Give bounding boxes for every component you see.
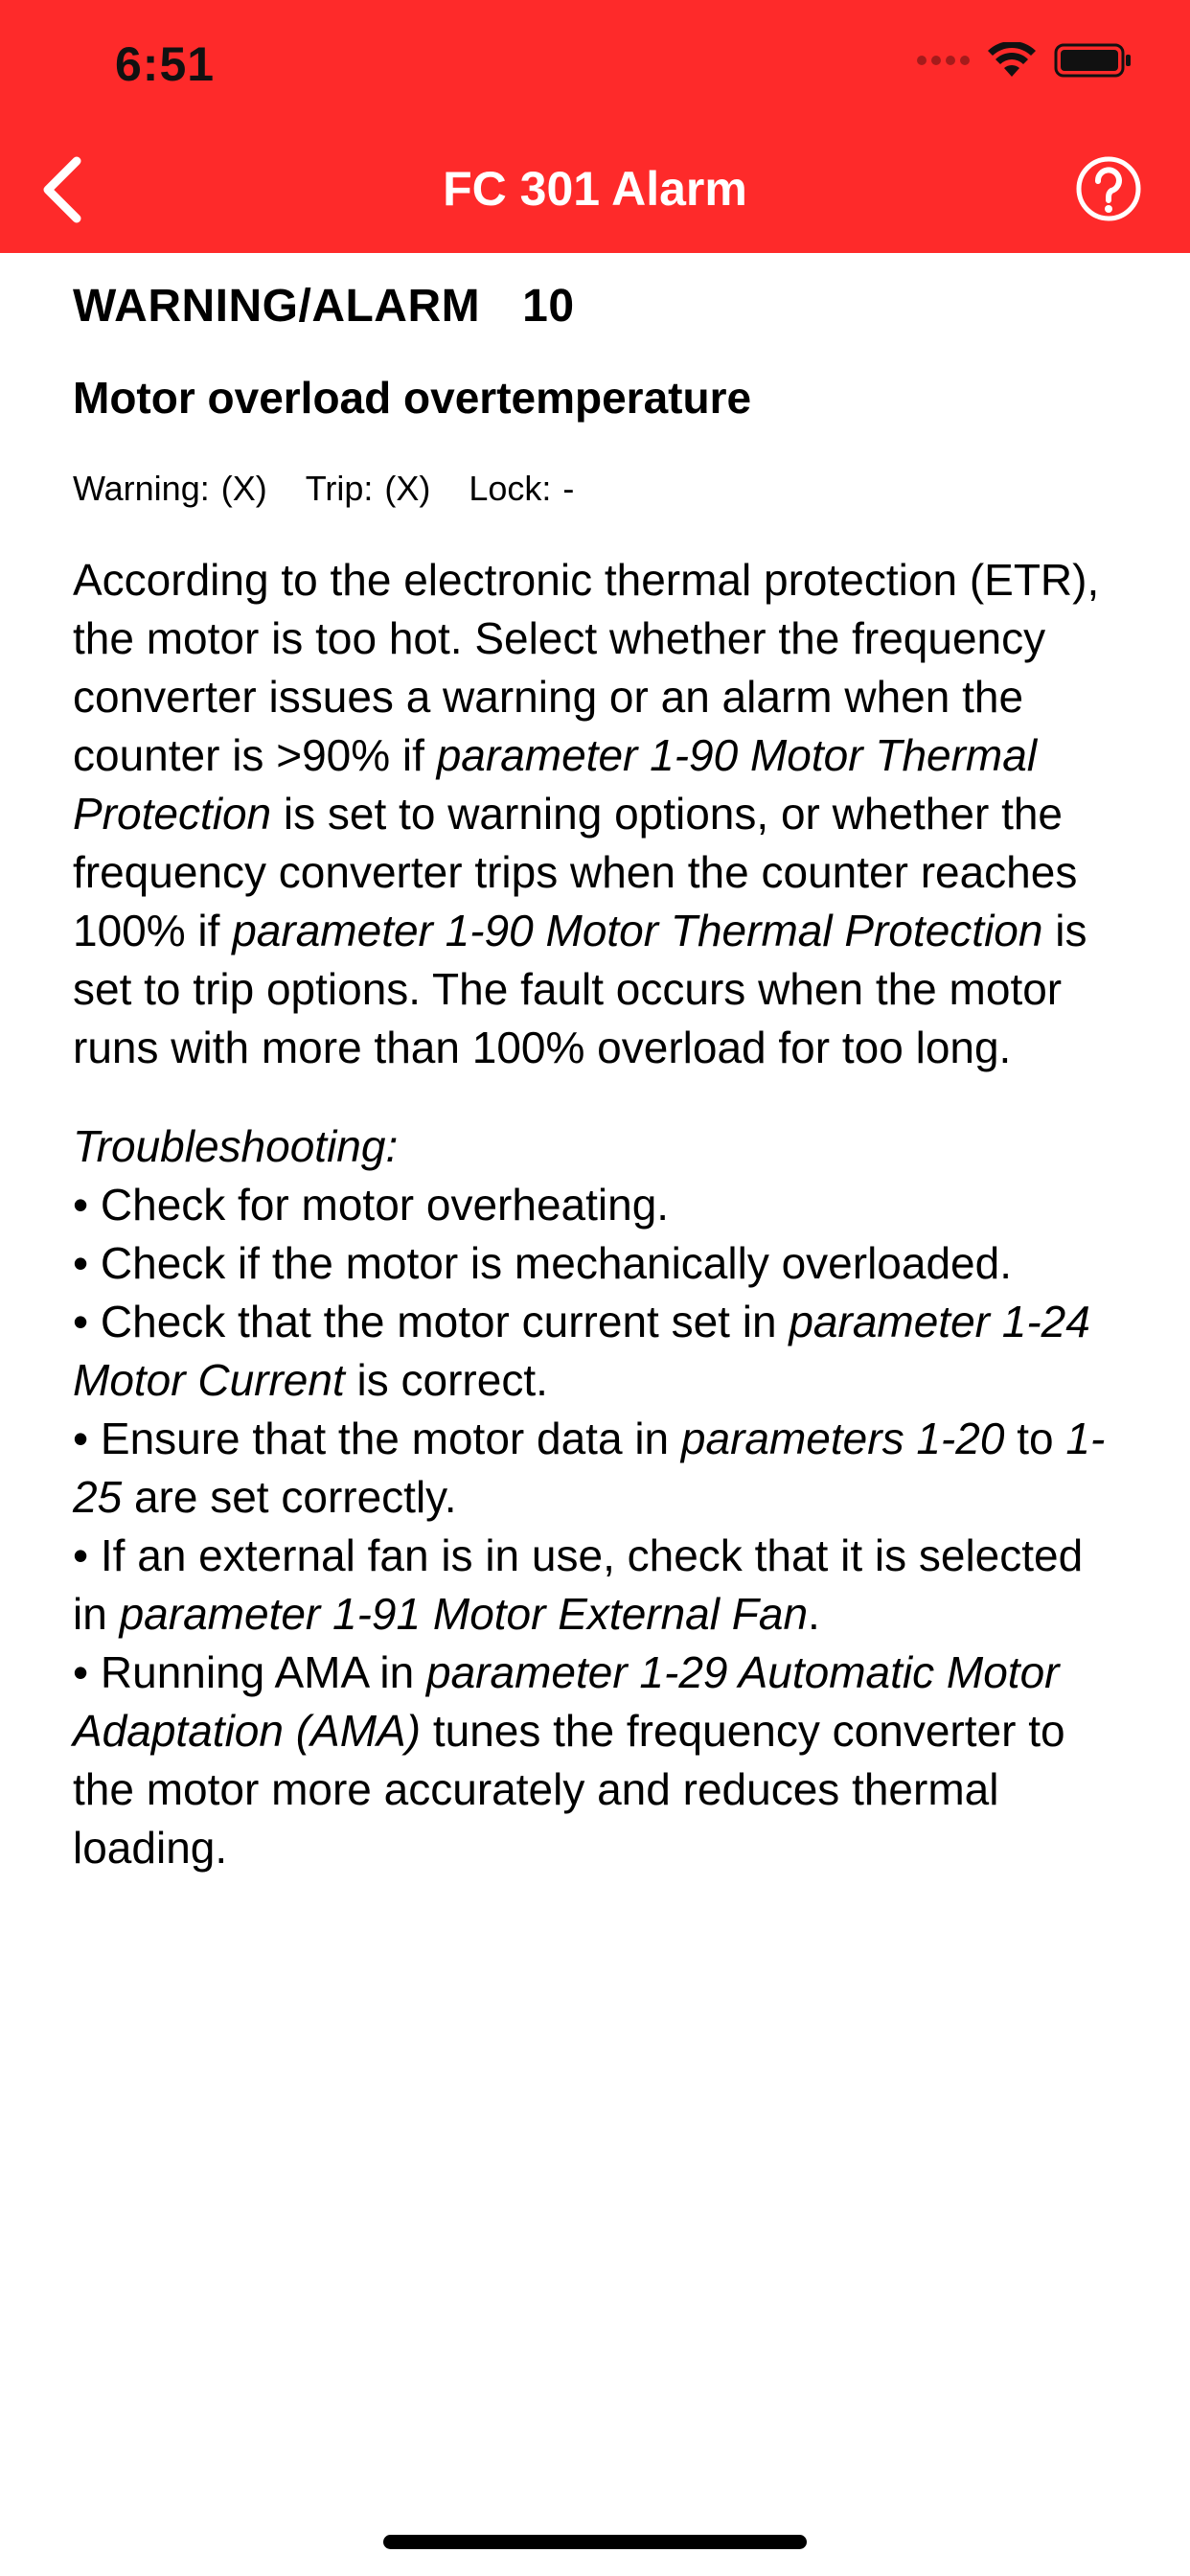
lock-flag: Lock: - (469, 469, 575, 508)
list-item (73, 1293, 1127, 1410)
parameter-reference: parameter 1-29 Automatic Motor Adaptation (AMA) (73, 1647, 1060, 1756)
description-text: is set to warning options, or whether the frequency converter trips when the counter reaches 100% if (73, 789, 1078, 955)
list-item-text: Check if the motor is mechanically overloaded. (100, 1238, 1012, 1288)
list-item-text: Check for motor overheating. (100, 1180, 670, 1230)
status-time: 6:51 (115, 37, 216, 91)
troubleshooting-section (73, 1117, 1127, 1877)
status-icons (917, 42, 1133, 79)
battery-icon (1054, 42, 1133, 79)
navigation-header (0, 0, 1190, 253)
alarm-flags (73, 465, 1127, 513)
parameter-reference: parameter 1-24 Motor Current (73, 1297, 1090, 1405)
parameter-reference: 1-25 (73, 1414, 1106, 1522)
cellular-signal-icon (917, 56, 970, 65)
description-text: is set to trip options. The fault occurs when the motor runs with more than 100% overload for too long. (73, 906, 1087, 1072)
wifi-icon (987, 42, 1037, 79)
question-circle-icon (1075, 155, 1142, 222)
troubleshooting-title: Troubleshooting: (73, 1121, 399, 1171)
list-item-text: tunes the frequency converter to the motor more accurately and reduces thermal loading. (73, 1706, 1065, 1873)
list-item-text: . (808, 1589, 820, 1639)
list-item-text: If an external fan is in use, check that it is selected in (73, 1530, 1084, 1639)
home-indicator[interactable] (383, 2535, 807, 2549)
parameter-reference: parameters 1-20 (680, 1414, 1005, 1463)
alarm-title: Motor overload overtemperature (73, 373, 752, 423)
alarm-number: 10 (522, 281, 575, 332)
list-item-text: to (1004, 1414, 1066, 1463)
list-item (73, 1644, 1127, 1877)
list-item-text: are set correctly. (122, 1472, 457, 1522)
description-paragraph (73, 551, 1127, 1077)
parameter-reference: parameter 1-90 Motor Thermal Protection (73, 730, 1038, 839)
list-item-text: Ensure that the motor data in (100, 1414, 681, 1463)
alarm-label: WARNING/ALARM (73, 281, 481, 332)
description-text: According to the electronic thermal protection (ETR), the motor is too hot. Select whether the frequency converter issues a warning or an alarm when the counter is >90% if (73, 555, 1100, 780)
warning-flag: Warning: (X) (73, 469, 267, 508)
alarm-heading (73, 273, 1127, 340)
list-item-text: Check that the motor current set in (100, 1297, 790, 1346)
list-item-text: Running AMA in (100, 1647, 426, 1697)
help-button[interactable] (1075, 155, 1142, 222)
list-item (73, 1234, 1127, 1293)
list-item (73, 1410, 1127, 1527)
alarm-description (73, 551, 1127, 1077)
list-item (73, 1527, 1127, 1644)
alarm-detail (73, 273, 1127, 1877)
trip-flag: Trip: (X) (305, 469, 431, 508)
page-title: FC 301 Alarm (443, 162, 747, 216)
parameter-reference: parameter 1-91 Motor External Fan (119, 1589, 809, 1639)
parameter-reference: parameter 1-90 Motor Thermal Protection (232, 906, 1043, 955)
list-item (73, 1176, 1127, 1234)
list-item-text: is correct. (344, 1355, 548, 1405)
